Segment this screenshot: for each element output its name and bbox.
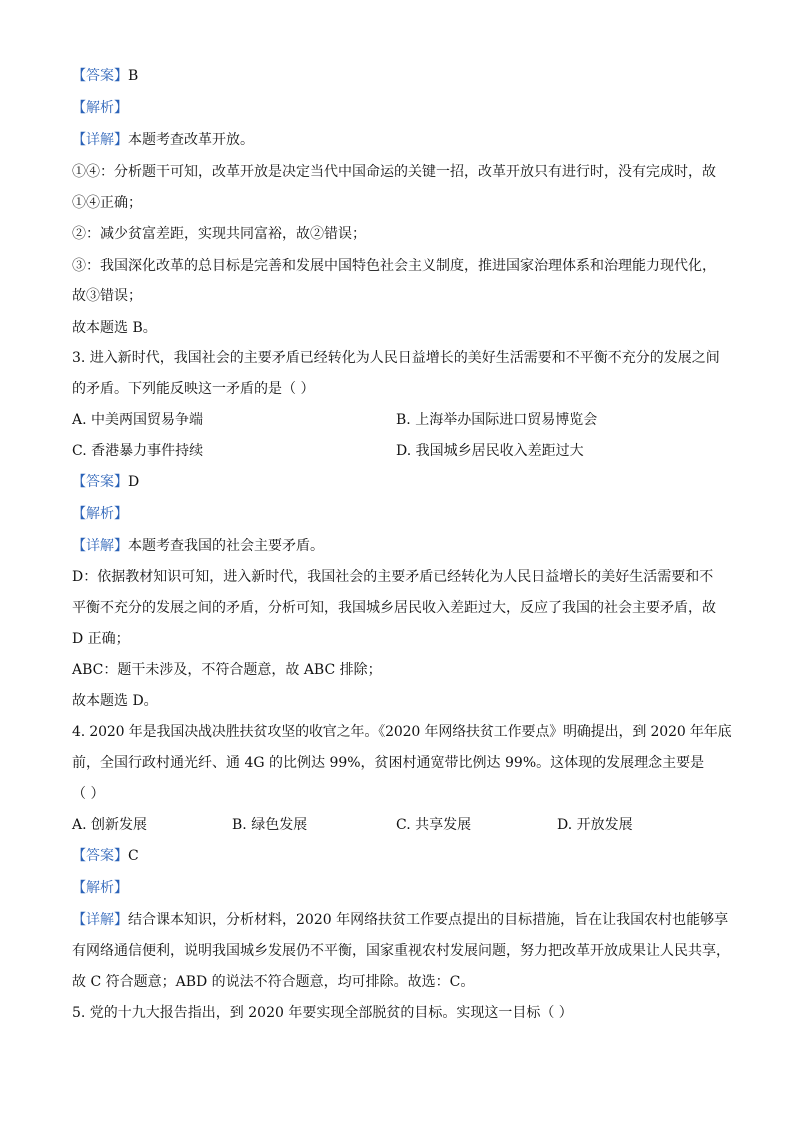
q2-conclusion-line: 故本题选 B。 bbox=[72, 320, 157, 336]
detail-tag: 【详解】 bbox=[72, 132, 128, 148]
detail-tag: 【详解】 bbox=[72, 538, 128, 554]
q3-detail-line bbox=[72, 536, 732, 556]
q2-explanation-line: ①④正确； bbox=[72, 195, 142, 211]
q3-conclusion-line: 故本题选 D。 bbox=[72, 693, 158, 709]
q4-detail-line bbox=[72, 910, 732, 930]
q3-option-d: D. 我国城乡居民收入差距过大 bbox=[396, 443, 584, 459]
q4-option-d: D. 开放发展 bbox=[557, 817, 633, 833]
q4-stem-line: 前，全国行政村通光纤、通 4G 的比例达 99%，贫困村通宽带比例达 99%。这体现的发展理念主要是 bbox=[72, 755, 705, 771]
answer-value: B bbox=[128, 68, 139, 84]
q2-explanation-line: 故③错误； bbox=[72, 288, 142, 304]
q4-explanation-line: 故 C 符合题意；ABD 的说法不符合题意，均可排除。故选：C。 bbox=[72, 974, 475, 990]
q2-explanation-line: ①④：分析题干可知，改革开放是决定当代中国命运的关键一招，改革开放只有进行时，没有完成时，故 bbox=[72, 164, 716, 180]
q4-answer-line bbox=[72, 846, 732, 866]
q3-explanation-line: 平衡不充分的发展之间的矛盾，分析可知，我国城乡居民收入差距过大，反应了我国的社会主要矛盾，故 bbox=[72, 600, 716, 616]
answer-tag: 【答案】 bbox=[72, 474, 128, 490]
q4-stem-line: 4. 2020 年是我国决战决胜扶贫攻坚的收官之年。《2020 年网络扶贫工作要点》明确提出，到 2020 年年底 bbox=[72, 724, 732, 740]
q4-explanation-line: 有网络通信便利，说明我国城乡发展仍不平衡，国家重视农村发展问题，努力把改革开放成果让人民共享， bbox=[72, 943, 730, 959]
q3-answer-line bbox=[72, 472, 732, 492]
answer-tag: 【答案】 bbox=[72, 848, 128, 864]
q4-option-c: C. 共享发展 bbox=[396, 817, 472, 833]
answer-tag: 【答案】 bbox=[72, 68, 128, 84]
q3-option-c: C. 香港暴力事件持续 bbox=[72, 443, 204, 459]
detail-text: 本题考查改革开放。 bbox=[128, 132, 254, 148]
q3-explanation-line: ABC：题干未涉及，不符合题意，故 ABC 排除； bbox=[72, 662, 382, 678]
q2-explanation-line: ③：我国深化改革的总目标是完善和发展中国特色社会主义制度，推进国家治理体系和治理能力现代化， bbox=[72, 258, 716, 274]
q3-stem-line: 3. 进入新时代，我国社会的主要矛盾已经转化为人民日益增长的美好生活需要和不平衡不充分的发展之间 bbox=[72, 350, 720, 366]
answer-value: C bbox=[128, 848, 139, 864]
q3-option-b: B. 上海举办国际进口贸易博览会 bbox=[396, 412, 598, 428]
q4-stem-line: （ ） bbox=[72, 786, 105, 802]
q5-stem-line: 5. 党的十九大报告指出，到 2020 年要实现全部脱贫的目标。实现这一目标（ ） bbox=[72, 1005, 573, 1021]
q3-explanation-line: D：依据教材知识可知，进入新时代，我国社会的主要矛盾已经转化为人民日益增长的美好生活需要和不 bbox=[72, 569, 714, 585]
q2-analysis-tag: 【解析】 bbox=[72, 100, 128, 116]
q2-answer-line bbox=[72, 66, 732, 86]
detail-text: 结合课本知识，分析材料，2020 年网络扶贫工作要点提出的目标措施，旨在让我国农村也能够享 bbox=[128, 912, 729, 928]
q4-option-b: B. 绿色发展 bbox=[232, 817, 308, 833]
q4-option-a: A. 创新发展 bbox=[72, 817, 148, 833]
q2-detail-line bbox=[72, 130, 732, 150]
q3-stem-line: 的矛盾。下列能反映这一矛盾的是（ ） bbox=[72, 381, 315, 397]
detail-text: 本题考查我国的社会主要矛盾。 bbox=[128, 538, 324, 554]
q3-analysis-tag: 【解析】 bbox=[72, 506, 128, 522]
q3-explanation-line: D 正确； bbox=[72, 631, 130, 647]
q4-analysis-tag: 【解析】 bbox=[72, 880, 128, 896]
answer-value: D bbox=[128, 474, 140, 490]
q3-option-a: A. 中美两国贸易争端 bbox=[72, 412, 204, 428]
detail-tag: 【详解】 bbox=[72, 912, 128, 928]
q2-explanation-line: ②：减少贫富差距，实现共同富裕，故②错误； bbox=[72, 226, 366, 242]
